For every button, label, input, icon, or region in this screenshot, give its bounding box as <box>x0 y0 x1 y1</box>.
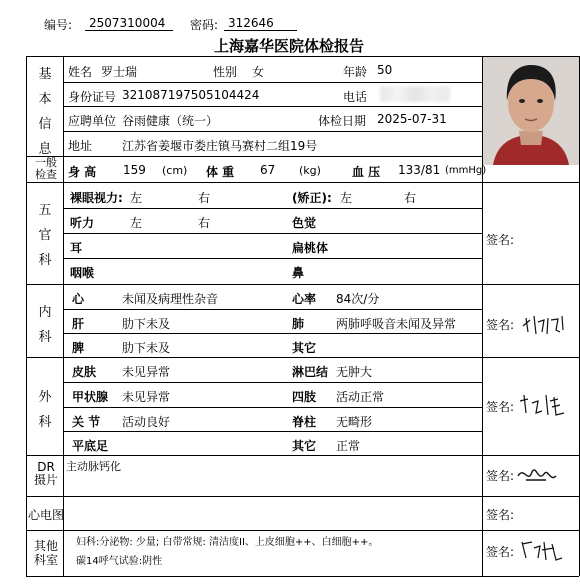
date-label: 体检日期 <box>318 114 367 128</box>
age-label: 年龄 <box>343 65 368 79</box>
nose-label: 鼻 <box>292 266 305 280</box>
throat-label: 咽喉 <box>70 266 95 280</box>
heart-value: 未闻及病理性杂音 <box>122 292 219 306</box>
flatfoot-label: 平底足 <box>72 439 109 453</box>
thyroid-label: 甲状腺 <box>72 390 109 404</box>
address-value: 江苏省姜堰市娄庄镇马赛村二组19号 <box>122 139 318 153</box>
heart-rate-value: 84次/分 <box>336 292 380 306</box>
ent-section-label: 五 官 科 <box>38 203 52 268</box>
vision-label: 裸眼视力: <box>70 191 123 205</box>
skin-label: 皮肤 <box>72 365 97 379</box>
other-section-label: 其他 科室 <box>33 539 58 567</box>
id-label: 身份证号 <box>68 90 117 104</box>
hearing-right: 右 <box>198 216 211 230</box>
password-value: 312646 <box>224 16 297 31</box>
vision-left: 左 <box>130 191 143 205</box>
internal-signature-image <box>520 310 570 338</box>
dr-sign-label: 签名: <box>486 469 515 483</box>
height-label: 身 高 <box>68 165 97 179</box>
dr-value: 主动脉钙化 <box>66 460 121 473</box>
internal-section-label: 内 科 <box>38 305 52 345</box>
bp-value: 133/81 <box>398 163 441 177</box>
report-title: 上海嘉华医院体检报告 <box>214 37 365 55</box>
liver-label: 肝 <box>72 317 85 331</box>
phone-redacted <box>380 86 450 102</box>
heart-rate-label: 心率 <box>292 292 317 306</box>
spine-value: 无畸形 <box>336 415 373 429</box>
corrected-right: 右 <box>404 191 417 205</box>
dr-signature-image <box>516 462 560 486</box>
vision-right: 右 <box>198 191 211 205</box>
password-label: 密码: <box>190 18 219 32</box>
thyroid-value: 未见异常 <box>122 390 171 404</box>
heart-label: 心 <box>72 292 85 306</box>
ear-label: 耳 <box>70 241 83 255</box>
weight-unit: (kg) <box>299 164 321 177</box>
surgery-signature-image <box>516 389 570 419</box>
lung-label: 肺 <box>292 317 305 331</box>
height-value: 159 <box>123 163 146 177</box>
phone-label: 电话 <box>343 90 368 104</box>
employer-value: 谷雨健康（统一） <box>122 114 219 128</box>
lymph-label: 淋巴结 <box>292 365 329 379</box>
corrected-label: (矫正): <box>292 191 332 205</box>
spleen-value: 肋下未及 <box>122 341 171 355</box>
employer-label: 应聘单位 <box>68 114 117 128</box>
number-label: 编号: <box>44 18 73 32</box>
joint-value: 活动良好 <box>122 415 171 429</box>
name-value: 罗士瑞 <box>101 65 138 79</box>
ent-sign-label: 签名: <box>486 233 515 247</box>
height-unit: (cm) <box>162 164 188 177</box>
hearing-left: 左 <box>130 216 143 230</box>
weight-label: 体 重 <box>206 165 235 179</box>
basic-section-label: 基 本 信 息 <box>38 67 52 157</box>
other-sign-label: 签名: <box>486 545 515 559</box>
surgery-other-label: 其它 <box>292 439 317 453</box>
ecg-sign-label: 签名: <box>486 508 515 522</box>
gender-value: 女 <box>252 65 265 79</box>
tonsil-label: 扁桃体 <box>292 241 329 255</box>
internal-other-label: 其它 <box>292 341 317 355</box>
other-line-1: 妇科:分泌物: 少量; 白带常规: 清洁度II、上皮细胞++、白细胞++。 <box>76 537 379 548</box>
spine-label: 脊柱 <box>292 415 317 429</box>
id-value: 321087197505104424 <box>122 88 260 102</box>
surgery-sign-label: 签名: <box>486 400 515 414</box>
surgery-other-value: 正常 <box>336 439 361 453</box>
applicant-photo <box>483 57 579 165</box>
other-signature-image <box>518 536 564 562</box>
bp-unit: (mmHg) <box>445 165 487 176</box>
joint-label: 关 节 <box>72 415 101 429</box>
lung-value: 两肺呼吸音未闻及异常 <box>336 317 457 331</box>
color-vision-label: 色觉 <box>292 216 317 230</box>
gender-label: 性别 <box>213 65 238 79</box>
liver-value: 肋下未及 <box>122 317 171 331</box>
limbs-label: 四肢 <box>292 390 317 404</box>
skin-value: 未见异常 <box>122 365 171 379</box>
ecg-section-label: 心电图 <box>28 508 65 522</box>
weight-value: 67 <box>260 163 276 177</box>
name-label: 姓名 <box>68 65 93 79</box>
internal-sign-label: 签名: <box>486 318 515 332</box>
general-section-label: 一般 检查 <box>35 156 57 181</box>
limbs-value: 活动正常 <box>336 390 385 404</box>
spleen-label: 脾 <box>72 341 85 355</box>
hearing-label: 听力 <box>70 216 95 230</box>
bp-label: 血 压 <box>352 165 381 179</box>
age-value: 50 <box>377 63 393 77</box>
date-value: 2025-07-31 <box>377 112 447 126</box>
corrected-left: 左 <box>340 191 353 205</box>
address-label: 地址 <box>68 139 93 153</box>
dr-section-label: DR 摄片 <box>33 460 58 487</box>
number-value: 2507310004 <box>85 16 173 31</box>
lymph-value: 无肿大 <box>336 365 373 379</box>
other-line-2: 碳14呼气试验:阴性 <box>76 556 163 567</box>
surgery-section-label: 外 科 <box>38 390 52 430</box>
